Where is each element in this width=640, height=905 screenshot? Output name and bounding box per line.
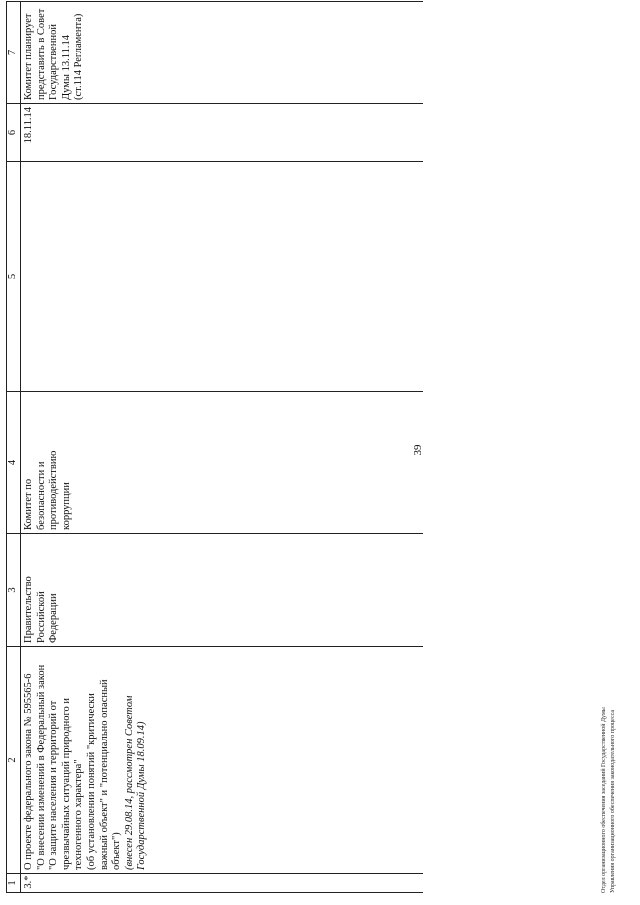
bill-title-line: техногенного характера"	[73, 759, 85, 870]
committee-line: противодействию	[48, 450, 60, 530]
bill-title-line: О проекте федерального закона № 595565-6	[23, 673, 34, 870]
footer-line-1: Отдел организационного обеспечения заседаний Государственной Думы	[601, 707, 607, 893]
initiator-line: Российской	[35, 591, 47, 643]
bills-table	[6, 1, 423, 893]
bill-title-line: объект")	[111, 832, 123, 870]
committee-line: безопасности и	[35, 461, 47, 530]
column-number-1: 1	[7, 874, 21, 893]
committee-cell	[21, 392, 424, 534]
bill-title-line: важный объект" и "потенциально опасный	[98, 679, 110, 870]
date-cell: 18.11.14	[21, 104, 424, 162]
empty-cell	[21, 162, 424, 392]
footer-line-2: Управления организационного обеспечения законодательного процесса	[610, 709, 616, 893]
bill-title-cell	[21, 647, 424, 874]
footer-credit	[600, 707, 618, 893]
note-line: представить в Совет	[35, 8, 47, 100]
bill-title-line: чрезвычайных ситуаций природного и	[60, 697, 72, 870]
row-number: 3.*	[21, 874, 424, 893]
column-number-3: 3	[7, 534, 21, 647]
initiator-line: Федерации	[48, 593, 60, 643]
note-line: Государственной	[48, 24, 60, 100]
column-number-4: 4	[7, 392, 21, 534]
column-number-6: 6	[7, 104, 21, 162]
table-row	[21, 2, 424, 893]
note-line: Думы 13.11.14	[60, 35, 72, 100]
bill-title-line: (об установлении понятий "критически	[85, 693, 97, 870]
note-cell	[21, 2, 424, 104]
column-number-7: 7	[7, 2, 21, 104]
bill-status-line: Государственной Думы 18.09.14)	[136, 721, 148, 870]
note-line: (ст.114 Регламента)	[73, 13, 85, 100]
committee-line: Комитет по	[23, 478, 34, 530]
bill-title-line: "О защите населения и территорий от	[48, 700, 60, 870]
column-number-row	[7, 2, 21, 893]
page-number: 39	[412, 444, 424, 456]
column-number-2: 2	[7, 647, 21, 874]
bill-status-line: (внесен 29.08.14, рассмотрен Советом	[123, 695, 135, 870]
bill-title-line: "О внесении изменений в Федеральный закон	[35, 664, 47, 870]
column-number-5: 5	[7, 162, 21, 392]
initiator-line: Правительство	[23, 576, 34, 643]
note-line: Комитет планирует	[23, 13, 34, 100]
initiator-cell	[21, 534, 424, 647]
committee-line: коррупции	[60, 482, 72, 530]
